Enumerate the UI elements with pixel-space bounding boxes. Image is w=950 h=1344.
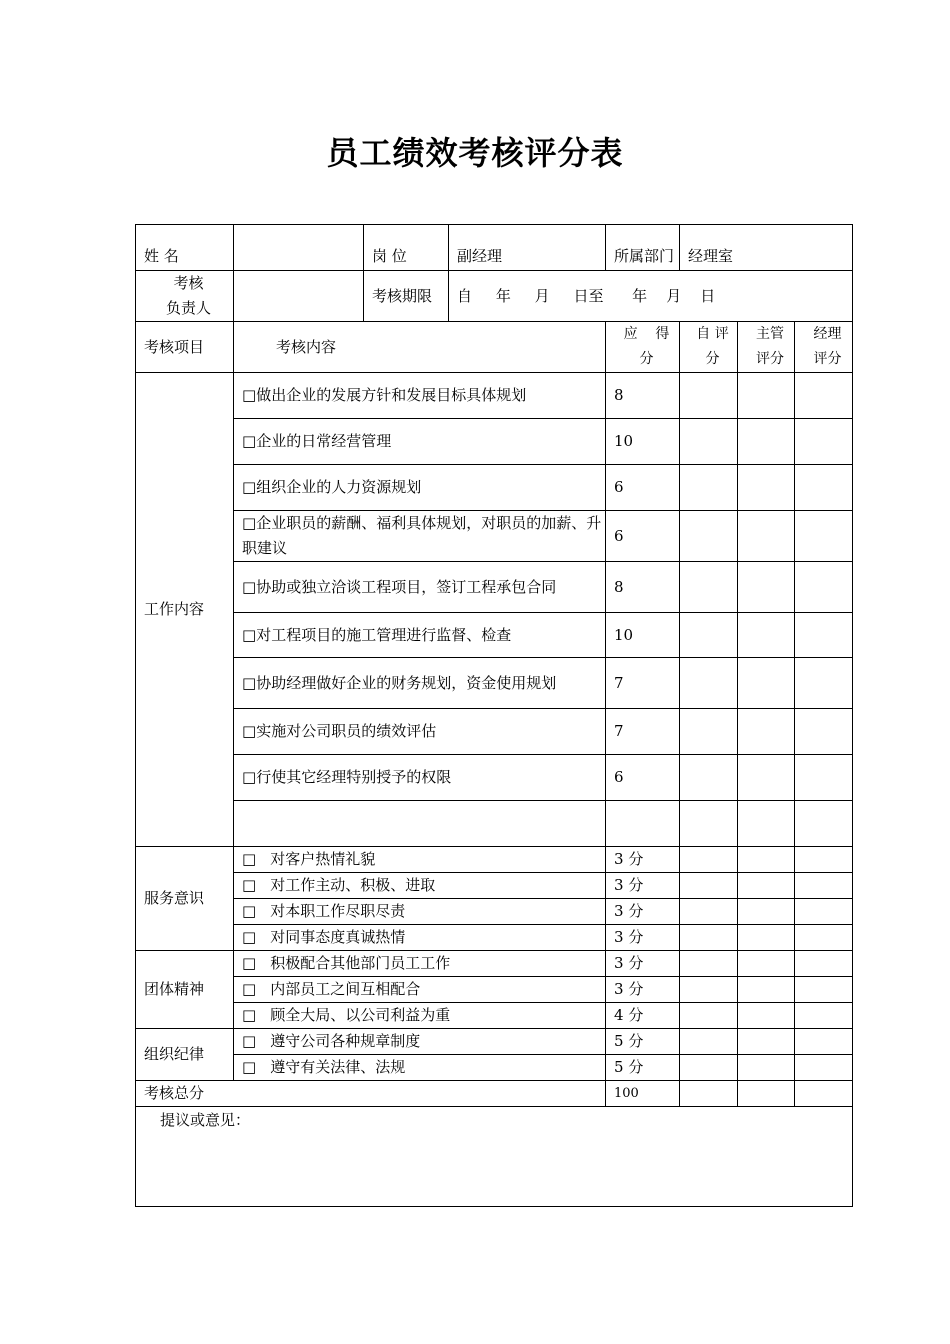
self-score-cell[interactable] [680,709,738,755]
work-section-label: 工作内容 [136,373,234,847]
table-row [136,801,853,847]
mgr-score-cell[interactable] [795,899,853,925]
self-score-cell[interactable] [680,419,738,465]
col-super-line1: 主管 [756,326,785,342]
mgr-total-cell[interactable] [795,1081,853,1107]
table-row [136,1107,853,1207]
table-row [136,755,853,801]
self-score-cell[interactable] [680,658,738,709]
checkbox-icon[interactable]: □ [242,954,257,972]
work-score-7: 7 [606,658,680,709]
self-score-cell[interactable] [680,977,738,1003]
super-score-cell[interactable] [738,899,795,925]
page-title: 员工绩效考核评分表 [326,134,624,172]
table-row [136,373,853,419]
team-section-label: 团体精神 [136,951,234,1029]
super-score-cell[interactable] [738,925,795,951]
super-score-cell[interactable] [738,873,795,899]
table-row [136,847,853,873]
work-score-4: 6 [606,511,680,562]
mgr-score-cell[interactable] [795,925,853,951]
table-row [136,1055,853,1081]
mgr-score-cell[interactable] [795,1003,853,1029]
mgr-score-cell[interactable] [795,847,853,873]
col-mgr-header [795,322,853,373]
work-score-9: 6 [606,755,680,801]
self-score-cell[interactable] [680,1029,738,1055]
team-score-2: 3 分 [606,977,680,1003]
super-score-cell[interactable] [738,511,795,562]
self-score-cell[interactable] [680,899,738,925]
self-score-cell[interactable] [680,925,738,951]
mgr-score-cell[interactable] [795,658,853,709]
checkbox-icon[interactable]: □ [242,673,257,692]
table-row [136,873,853,899]
evaluation-form [135,224,853,1207]
super-score-cell[interactable] [738,709,795,755]
self-score-cell[interactable] [680,613,738,658]
super-score-cell[interactable] [738,1029,795,1055]
table-row [136,899,853,925]
position-value[interactable]: 副经理 [449,225,606,271]
reviewer-label-line1: 考核 [173,274,204,292]
service-section-label: 服务意识 [136,847,234,951]
work-score-8: 7 [606,709,680,755]
super-score-cell[interactable] [738,951,795,977]
work-item-6[interactable]: □对工程项目的施工管理进行监督、检查 [234,613,606,658]
self-score-cell[interactable] [680,562,738,613]
name-field[interactable] [234,225,364,271]
table-row [136,925,853,951]
super-score-cell[interactable] [738,1003,795,1029]
table-row [136,419,853,465]
mgr-score-cell[interactable] [795,801,853,847]
super-score-cell[interactable] [738,613,795,658]
reviewer-label-line2: 负责人 [165,299,211,317]
self-score-cell[interactable] [680,511,738,562]
mgr-score-cell[interactable] [795,1029,853,1055]
discipline-score-1: 5 分 [606,1029,680,1055]
work-item-3[interactable]: □组织企业的人力资源规划 [234,465,606,511]
work-item-5[interactable]: □协助或独立洽谈工程项目，签订工程承包合同 [234,562,606,613]
col-score-header [606,322,680,373]
col-score-line1: 应 得 [623,326,670,342]
team-item-3[interactable]: □ 顾全大局、以公司利益为重 [234,1003,606,1029]
name-label: 姓 名 [136,225,234,271]
mgr-score-cell[interactable] [795,873,853,899]
team-score-1: 3 分 [606,951,680,977]
total-score: 100 [606,1081,680,1107]
super-score-cell[interactable] [738,801,795,847]
mgr-score-cell[interactable] [795,977,853,1003]
super-score-cell[interactable] [738,658,795,709]
checkbox-icon[interactable]: □ [242,768,257,786]
checkbox-icon[interactable]: □ [242,625,257,644]
col-super-line2: 评分 [756,351,785,367]
mgr-score-cell[interactable] [795,562,853,613]
mgr-score-cell[interactable] [795,755,853,801]
super-score-cell[interactable] [738,562,795,613]
discipline-section-label: 组织纪律 [136,1029,234,1081]
mgr-score-cell[interactable] [795,951,853,977]
discipline-item-1[interactable]: □ 遵守公司各种规章制度 [234,1029,606,1055]
work-item-7[interactable]: □协助经理做好企业的财务规划，资金使用规划 [234,658,606,709]
super-score-cell[interactable] [738,847,795,873]
super-score-cell[interactable] [738,1055,795,1081]
work-score-3: 6 [606,465,680,511]
work-score-1: 8 [606,373,680,419]
period-label: 考核期限 [364,271,449,322]
discipline-score-2: 5 分 [606,1055,680,1081]
work-item-4[interactable]: □企业职员的薪酬、福利具体规划，对职员的加薪、升职建议 [234,511,606,562]
col-score-line2: 分 [639,351,654,367]
checkbox-icon[interactable]: □ [242,514,257,532]
checkbox-icon[interactable]: □ [242,722,257,740]
table-row [136,658,853,709]
col-self-line1: 自 评 [696,326,729,342]
self-score-cell[interactable] [680,847,738,873]
discipline-item-2[interactable]: □ 遵守有关法律、法规 [234,1055,606,1081]
col-mgr-line2: 评分 [813,351,842,367]
mgr-score-cell[interactable] [795,419,853,465]
checkbox-icon[interactable]: □ [242,386,257,404]
super-score-cell[interactable] [738,465,795,511]
mgr-score-cell[interactable] [795,373,853,419]
service-item-2[interactable]: □ 对工作主动、积极、进取 [234,873,606,899]
work-item-2[interactable]: □企业的日常经营管理 [234,419,606,465]
self-total-cell[interactable] [680,1081,738,1107]
team-item-2[interactable]: □ 内部员工之间互相配合 [234,977,606,1003]
mgr-score-cell[interactable] [795,511,853,562]
table-row [136,562,853,613]
self-score-cell[interactable] [680,465,738,511]
service-item-1[interactable]: □ 对客户热情礼貌 [234,847,606,873]
work-item-9[interactable]: □行使其它经理特别授予的权限 [234,755,606,801]
col-mgr-line1: 经理 [813,326,842,342]
total-label: 考核总分 [136,1081,606,1107]
checkbox-icon[interactable]: □ [242,928,257,946]
checkbox-icon[interactable]: □ [242,478,257,496]
service-score-4: 3 分 [606,925,680,951]
col-item-header: 考核项目 [136,322,234,373]
checkbox-icon[interactable]: □ [242,876,257,894]
super-score-cell[interactable] [738,373,795,419]
col-super-header [738,322,795,373]
table-row [136,511,853,562]
work-item-8[interactable]: □实施对公司职员的绩效评估 [234,709,606,755]
mgr-score-cell[interactable] [795,465,853,511]
col-self-header [680,322,738,373]
work-score-5: 8 [606,562,680,613]
work-item-1[interactable]: □做出企业的发展方针和发展目标具体规划 [234,373,606,419]
table-row [136,1081,853,1107]
checkbox-icon[interactable]: □ [242,1006,257,1024]
col-content-header: 考核内容 [234,322,606,373]
self-score-cell[interactable] [680,1055,738,1081]
service-item-4[interactable]: □ 对同事态度真诚热情 [234,925,606,951]
checkbox-icon[interactable]: □ [242,577,257,596]
super-score-cell[interactable] [738,977,795,1003]
service-score-3: 3 分 [606,899,680,925]
mgr-score-cell[interactable] [795,709,853,755]
table-row [136,977,853,1003]
checkbox-icon[interactable]: □ [242,902,257,920]
period-value[interactable]: 自 年 月 日至 年 月 日 [449,271,853,322]
table-row [136,1003,853,1029]
super-score-cell[interactable] [738,419,795,465]
self-score-cell[interactable] [680,801,738,847]
suggestion-field[interactable]: 提议或意见： [136,1107,853,1207]
self-score-cell[interactable] [680,755,738,801]
self-score-cell[interactable] [680,951,738,977]
checkbox-icon[interactable]: □ [242,850,257,868]
super-total-cell[interactable] [738,1081,795,1107]
table-row [136,613,853,658]
checkbox-icon[interactable]: □ [242,1058,257,1076]
self-score-cell[interactable] [680,1003,738,1029]
work-score-2: 10 [606,419,680,465]
service-score-2: 3 分 [606,873,680,899]
position-label: 岗 位 [364,225,449,271]
dept-value[interactable]: 经理室 [680,225,853,271]
self-score-cell[interactable] [680,873,738,899]
service-item-3[interactable]: □ 对本职工作尽职尽责 [234,899,606,925]
mgr-score-cell[interactable] [795,613,853,658]
table-row [136,951,853,977]
checkbox-icon[interactable]: □ [242,432,257,450]
reviewer-field[interactable] [234,271,364,322]
col-self-line2: 分 [705,351,720,367]
table-row [136,465,853,511]
service-score-1: 3 分 [606,847,680,873]
checkbox-icon[interactable]: □ [242,1032,257,1050]
work-score-6: 10 [606,613,680,658]
table-row [136,709,853,755]
dept-label: 所属部门 [606,225,680,271]
reviewer-label [136,271,234,322]
self-score-cell[interactable] [680,373,738,419]
work-score-blank [606,801,680,847]
team-score-3: 4 分 [606,1003,680,1029]
super-score-cell[interactable] [738,755,795,801]
table-row [136,1029,853,1055]
checkbox-icon[interactable]: □ [242,980,257,998]
team-item-1[interactable]: □ 积极配合其他部门员工工作 [234,951,606,977]
work-item-blank[interactable] [234,801,606,847]
mgr-score-cell[interactable] [795,1055,853,1081]
